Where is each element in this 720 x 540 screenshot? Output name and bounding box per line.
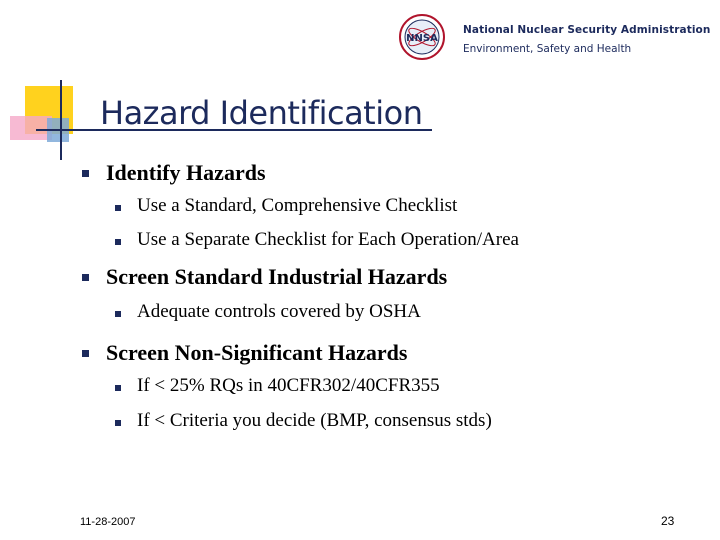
sub-bullet-item: Use a Standard, Comprehensive Checklist: [137, 195, 458, 216]
sub-bullet-marker: [115, 420, 121, 426]
bullet-marker: [82, 170, 89, 177]
bullet-item: Identify Hazards: [106, 160, 266, 185]
sub-bullet-marker: [115, 239, 121, 245]
page-title: Hazard Identification: [100, 94, 423, 132]
sub-bullet-marker: [115, 385, 121, 391]
logo-text: NNSA: [406, 33, 438, 44]
footer-date: 11-28-2007: [80, 516, 136, 528]
bullet-marker: [82, 274, 89, 281]
sub-bullet-marker: [115, 205, 121, 211]
bullet-item: Screen Standard Industrial Hazards: [106, 264, 448, 289]
sub-bullet-marker: [115, 311, 121, 317]
sub-bullet-item: Adequate controls covered by OSHA: [137, 301, 421, 322]
sub-bullet-item: If < 25% RQs in 40CFR302/40CFR355: [137, 375, 440, 396]
sub-bullet-item: Use a Separate Checklist for Each Operation/Area: [137, 229, 519, 250]
org-name: National Nuclear Security Administration: [463, 24, 711, 36]
bullet-marker: [82, 350, 89, 357]
bullet-item: Screen Non-Significant Hazards: [106, 340, 408, 365]
sub-bullet-item: If < Criteria you decide (BMP, consensus stds): [137, 410, 492, 431]
nnsa-logo: [399, 14, 445, 60]
page-number: 23: [661, 514, 675, 528]
org-subtitle: Environment, Safety and Health: [463, 43, 632, 55]
decor-vertical-line: [60, 80, 62, 160]
decor-pink-block: [10, 116, 52, 140]
